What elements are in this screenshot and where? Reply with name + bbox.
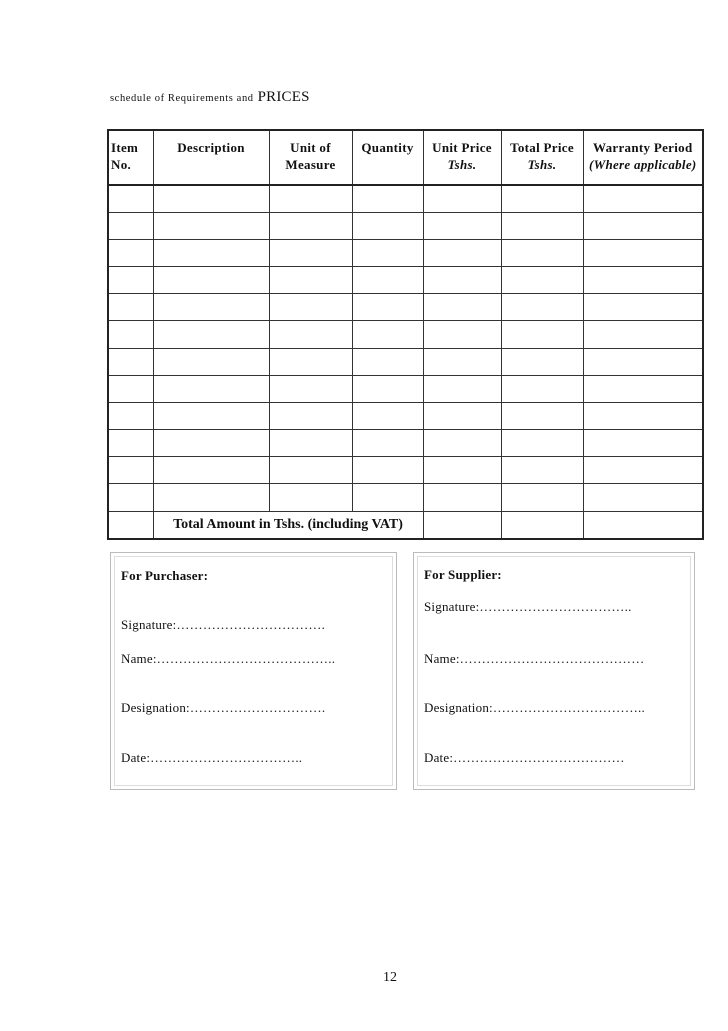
table-cell — [583, 239, 703, 266]
table-cell — [423, 185, 501, 212]
table-row — [108, 321, 703, 348]
document-title — [110, 89, 310, 106]
table-cell — [501, 212, 583, 239]
table-header-row — [108, 130, 703, 185]
table-cell — [153, 457, 269, 484]
table-cell — [108, 375, 153, 402]
table-cell — [269, 430, 352, 457]
table-cell — [269, 239, 352, 266]
table-cell — [583, 457, 703, 484]
table-body — [108, 185, 703, 539]
table-cell — [423, 375, 501, 402]
table-cell — [501, 294, 583, 321]
header-unit-of-measure: Unit of Measure — [269, 130, 352, 185]
table-cell — [423, 457, 501, 484]
table-cell — [153, 402, 269, 429]
table-cell — [501, 484, 583, 511]
table-row — [108, 484, 703, 511]
table-cell — [501, 457, 583, 484]
table-cell — [352, 321, 423, 348]
table-cell — [352, 457, 423, 484]
table-cell — [153, 267, 269, 294]
header-warranty-period: Warranty Period (Where applicable) — [583, 130, 703, 185]
header-quantity: Quantity — [352, 130, 423, 185]
table-cell — [583, 294, 703, 321]
table-cell — [352, 430, 423, 457]
supplier-date-field: Date:………………………………… — [424, 750, 625, 765]
table-cell — [583, 430, 703, 457]
table-cell — [423, 430, 501, 457]
table-cell — [423, 348, 501, 375]
table-row — [108, 348, 703, 375]
purchaser-date-field: Date:…………………………….. — [121, 750, 303, 765]
title-part-smallcaps-2: equirements and — [175, 93, 254, 104]
table-cell — [501, 321, 583, 348]
table-cell — [423, 239, 501, 266]
table-cell — [352, 348, 423, 375]
table-cell — [269, 484, 352, 511]
table-cell — [583, 402, 703, 429]
table-cell — [269, 185, 352, 212]
table-cell — [501, 348, 583, 375]
supplier-name-field: Name:…………………………………… — [424, 651, 645, 666]
purchaser-signature-box — [110, 552, 397, 790]
table-cell — [153, 185, 269, 212]
table-cell — [108, 348, 153, 375]
table-cell — [501, 185, 583, 212]
supplier-heading: For Supplier: — [424, 567, 502, 582]
total-amount-label: Total Amount in Tshs. (including VAT) — [153, 511, 423, 539]
table-cell — [501, 430, 583, 457]
table-row — [108, 430, 703, 457]
title-part-caps: PRICES — [253, 89, 310, 105]
table-cell — [269, 321, 352, 348]
table-cell — [501, 375, 583, 402]
table-cell — [153, 321, 269, 348]
requirements-table — [107, 129, 704, 540]
table-row — [108, 457, 703, 484]
supplier-signature-field: Signature:…………………………….. — [424, 599, 632, 614]
table-cell — [583, 511, 703, 539]
table-cell — [423, 511, 501, 539]
supplier-signature-box — [413, 552, 695, 790]
header-total-price: Total Price Tshs. — [501, 130, 583, 185]
table-cell — [352, 402, 423, 429]
table-cell — [269, 375, 352, 402]
table-cell — [108, 294, 153, 321]
table-cell — [501, 239, 583, 266]
table-cell — [423, 212, 501, 239]
table-cell — [583, 212, 703, 239]
table-cell — [108, 321, 153, 348]
table-cell — [269, 457, 352, 484]
table-cell — [583, 484, 703, 511]
table-cell — [153, 484, 269, 511]
table-cell — [108, 430, 153, 457]
table-cell — [583, 375, 703, 402]
table-cell — [153, 375, 269, 402]
table-row — [108, 185, 703, 212]
purchaser-name-field: Name:………………………………….. — [121, 651, 336, 666]
table-cell — [352, 212, 423, 239]
table-cell — [352, 267, 423, 294]
table-cell — [583, 185, 703, 212]
table-row — [108, 212, 703, 239]
table-cell — [153, 239, 269, 266]
purchaser-heading: For Purchaser: — [121, 568, 209, 583]
header-item-no: Item No. — [108, 130, 153, 185]
table-cell — [108, 511, 153, 539]
table-cell — [153, 430, 269, 457]
table-cell — [153, 294, 269, 321]
table-cell — [153, 212, 269, 239]
title-part-smallcaps: schedule of R — [110, 93, 176, 104]
header-unit-price: Unit Price Tshs. — [423, 130, 501, 185]
supplier-designation-field: Designation:…………………………….. — [424, 700, 645, 715]
total-amount-cell — [501, 511, 583, 539]
table-cell — [423, 267, 501, 294]
purchaser-signature-field: Signature:……………………………. — [121, 617, 326, 632]
table-cell — [423, 294, 501, 321]
table-cell — [108, 457, 153, 484]
table-cell — [269, 267, 352, 294]
table-cell — [108, 239, 153, 266]
table-cell — [423, 321, 501, 348]
header-description: Description — [153, 130, 269, 185]
table-cell — [352, 484, 423, 511]
table-row — [108, 294, 703, 321]
table-row — [108, 267, 703, 294]
table-cell — [153, 348, 269, 375]
table-cell — [108, 484, 153, 511]
table-cell — [423, 484, 501, 511]
table-cell — [108, 212, 153, 239]
table-cell — [583, 267, 703, 294]
table-cell — [583, 321, 703, 348]
table-row — [108, 402, 703, 429]
table-cell — [423, 402, 501, 429]
table-cell — [269, 402, 352, 429]
purchaser-designation-field: Designation:…………………………. — [121, 700, 326, 715]
table-cell — [352, 294, 423, 321]
total-row — [108, 511, 703, 539]
table-cell — [352, 239, 423, 266]
table-cell — [108, 267, 153, 294]
table-cell — [501, 402, 583, 429]
table-cell — [352, 375, 423, 402]
table-cell — [269, 348, 352, 375]
table-cell — [108, 402, 153, 429]
table-cell — [583, 348, 703, 375]
table-cell — [269, 294, 352, 321]
table-row — [108, 239, 703, 266]
table-cell — [352, 185, 423, 212]
table-cell — [108, 185, 153, 212]
table-cell — [501, 267, 583, 294]
page-number: 12 — [383, 970, 397, 985]
table-cell — [269, 212, 352, 239]
table-row — [108, 375, 703, 402]
